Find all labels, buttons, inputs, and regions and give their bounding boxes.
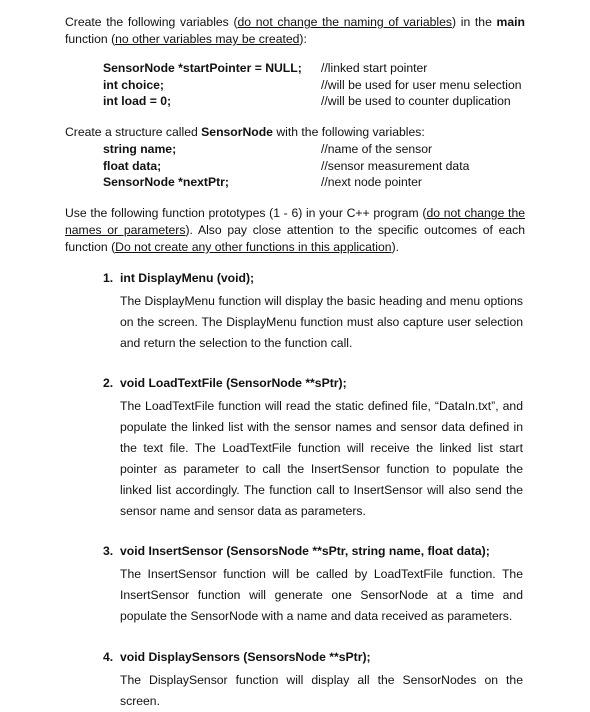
function-item — [103, 649, 523, 712]
struct-intro-bold: SensorNode — [201, 125, 273, 139]
function-item — [103, 270, 523, 354]
variable-row — [103, 93, 522, 110]
prototypes-intro-underlined: Do not create any other functions in this application — [115, 240, 392, 254]
intro-paragraph — [65, 14, 525, 48]
struct-field-declaration: float data; — [103, 158, 162, 173]
function-signature — [103, 649, 523, 666]
struct-field-declaration: string name; — [103, 142, 177, 156]
prototypes-intro-text: ). Also pay close attention to the specific outcomes of each function ( — [65, 223, 525, 254]
variable-declaration: SensorNode *startPointer = NULL; — [103, 61, 302, 75]
variables-table — [103, 60, 522, 110]
intro-bold: main — [496, 15, 525, 29]
function-item — [103, 375, 523, 522]
function-signature-text: void DisplaySensors (SensorsNode **sPtr); — [120, 650, 371, 664]
function-signature — [103, 543, 523, 560]
intro-text: Create the following variables ( — [65, 15, 238, 29]
intro-text: function ( — [65, 32, 116, 46]
intro-text: ) in the — [452, 15, 497, 29]
function-description: The DisplaySensor function will display all the SensorNodes on the screen. — [120, 673, 523, 708]
variable-declaration: int load = 0; — [103, 94, 172, 108]
struct-field-comment: //sensor measurement data — [321, 158, 470, 173]
struct-intro-text: Create a structure called — [65, 125, 202, 139]
struct-intro-text: with the following variables: — [272, 125, 425, 139]
function-signature-text: void LoadTextFile (SensorNode **sPtr); — [120, 376, 347, 390]
struct-field-row — [103, 174, 469, 191]
variable-comment: //will be used for user menu selection — [321, 77, 522, 92]
prototypes-intro-paragraph — [65, 205, 525, 256]
intro-text: ): — [299, 32, 307, 46]
function-number: 1. — [103, 271, 114, 285]
struct-field-comment: //name of the sensor — [321, 142, 433, 156]
struct-field-row — [103, 158, 469, 175]
prototypes-intro-text: ). — [391, 240, 400, 254]
variable-comment: //linked start pointer — [321, 61, 428, 75]
function-number: 3. — [103, 544, 114, 558]
variable-declaration: int choice; — [103, 77, 164, 92]
function-item — [103, 543, 523, 627]
function-description: The LoadTextFile function will read the static defined file, “DataIn.txt”, and populate the linked list with the sensor names and sensor data defined in the text file. The LoadTextFile function will receive the linked list start pointer as parameter to call the InsertSensor function to populate the linked list accordingly. The function call to InsertSensor will also send the sensor name and sensor data as parameters. — [120, 399, 523, 518]
function-description: The DisplayMenu function will display the basic heading and menu options on the screen. The DisplayMenu function must also capture user selection and return the selection to the function call. — [120, 294, 523, 350]
prototypes-intro-text: Use the following function prototypes (1 - 6) in your C++ program ( — [65, 206, 427, 220]
function-number: 2. — [103, 376, 114, 390]
function-signature-text: int DisplayMenu (void); — [120, 271, 255, 285]
intro-underlined: do not change the naming of variables — [237, 15, 452, 29]
function-signature — [103, 375, 523, 392]
variable-comment: //will be used to counter duplication — [321, 94, 511, 108]
variable-row — [103, 77, 522, 94]
function-signature-text: void InsertSensor (SensorsNode **sPtr, string name, float data); — [120, 544, 490, 558]
variable-row — [103, 60, 522, 77]
struct-intro-paragraph — [65, 124, 525, 141]
function-description: The InsertSensor function will be called by LoadTextFile function. The InsertSensor function will generate one SensorNode at a time and populate the SensorNode with a name and data received as parameters. — [120, 567, 523, 623]
intro-underlined: no other variables may be created — [115, 32, 300, 46]
struct-field-declaration: SensorNode *nextPtr; — [103, 175, 229, 189]
function-signature — [103, 270, 523, 287]
struct-field-row — [103, 141, 469, 158]
struct-fields-table — [103, 141, 469, 191]
prototypes-intro-underlined: do not change the names or parameters — [65, 206, 525, 237]
struct-field-comment: //next node pointer — [321, 175, 422, 189]
function-number: 4. — [103, 650, 114, 664]
